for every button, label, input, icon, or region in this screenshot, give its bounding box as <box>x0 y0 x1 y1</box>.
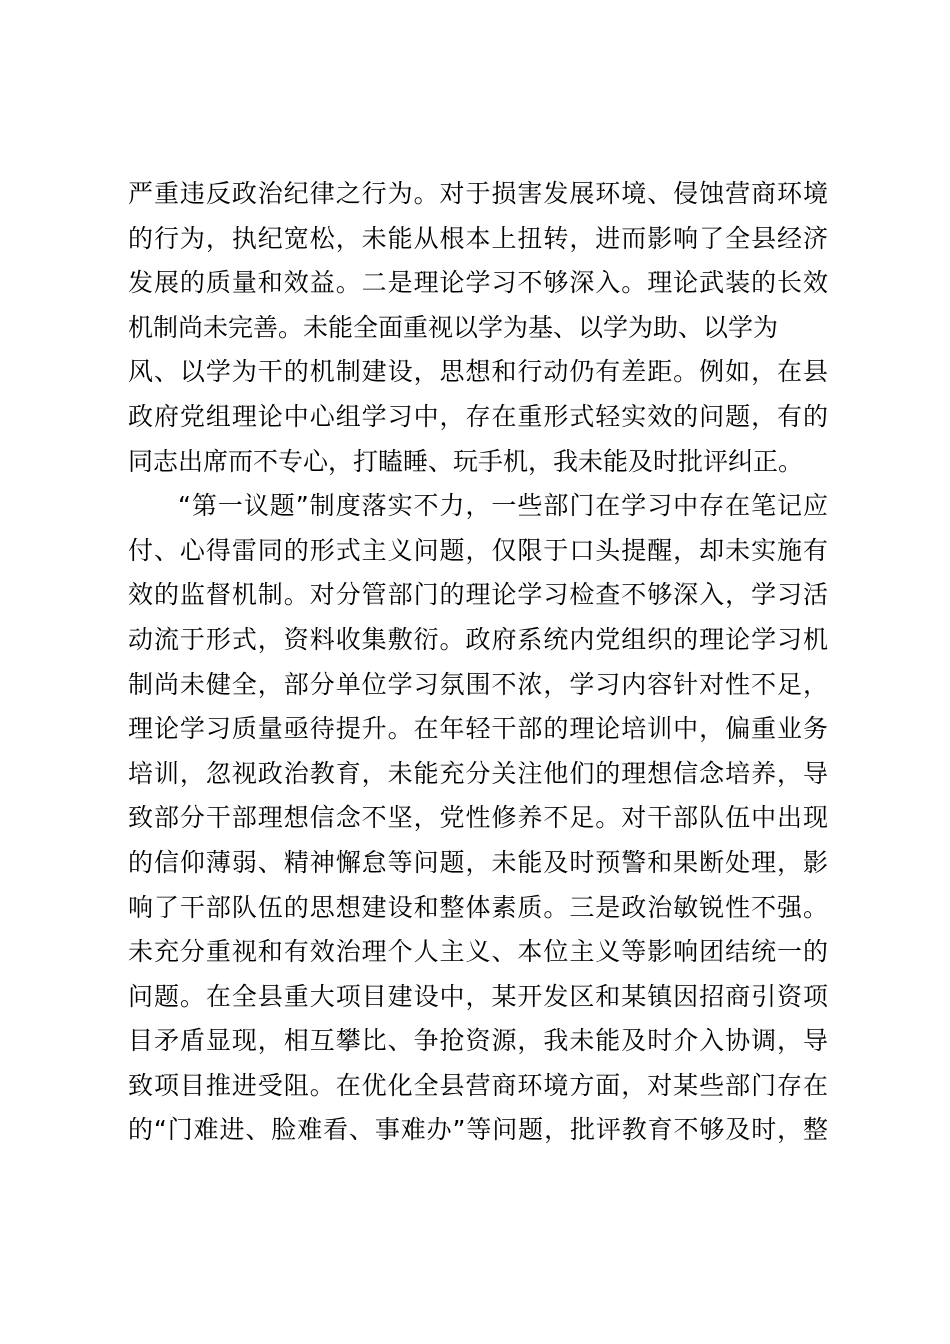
text-line: 的信仰薄弱、精神懈怠等问题，未能及时预警和果断处理，影 <box>128 847 828 877</box>
text-line: 理论学习质量亟待提升。在年轻干部的理论培训中，偏重业务 <box>128 714 828 744</box>
text-line: 机制尚未完善。未能全面重视以学为基、以学为助、以学为 <box>128 312 779 342</box>
text-line: 致项目推进受阻。在优化全县营商环境方面，对某些部门存在 <box>128 1070 828 1100</box>
text-line: 响了干部队伍的思想建设和整体素质。三是政治敏锐性不强。 <box>128 892 828 922</box>
text-line: 未充分重视和有效治理个人主义、本位主义等影响团结统一的 <box>128 937 828 967</box>
text-line: 培训，忽视政治教育，未能充分关注他们的理想信念培养，导 <box>128 758 828 788</box>
text-line: 制尚未健全，部分单位学习氛围不浓，学习内容针对性不足， <box>128 669 828 699</box>
text-line: 风、以学为干的机制建设，思想和行动仍有差距。例如，在县 <box>128 357 828 387</box>
text-line: 的行为，执纪宽松，未能从根本上扭转，进而影响了全县经济 <box>128 223 828 253</box>
text-line: 发展的质量和效益。二是理论学习不够深入。理论武装的长效 <box>128 268 828 298</box>
body-text <box>128 172 828 1153</box>
text-line: 同志出席而不专心，打瞌睡、玩手机，我未能及时批评纠正。 <box>128 446 804 476</box>
text-line: 动流于形式，资料收集敷衍。政府系统内党组织的理论学习机 <box>128 624 828 654</box>
paragraph-start-line: “第一议题”制度落实不力，一些部门在学习中存在笔记应 <box>178 491 828 521</box>
text-line: 问题。在全县重大项目建设中，某开发区和某镇因招商引资项 <box>128 981 828 1011</box>
text-line: 效的监督机制。对分管部门的理论学习检查不够深入，学习活 <box>128 580 828 610</box>
text-line: 目矛盾显现，相互攀比、争抢资源，我未能及时介入协调，导 <box>128 1026 828 1056</box>
text-line: 的“门难进、脸难看、事难办”等问题，批评教育不够及时，整 <box>128 1115 828 1145</box>
text-line: 致部分干部理想信念不坚，党性修养不足。对干部队伍中出现 <box>128 803 828 833</box>
text-line: 严重违反政治纪律之行为。对于损害发展环境、侵蚀营商环境 <box>128 179 828 208</box>
text-line: 付、心得雷同的形式主义问题，仅限于口头提醒，却未实施有 <box>128 535 828 565</box>
text-line: 政府党组理论中心组学习中，存在重形式轻实效的问题，有的 <box>128 401 828 431</box>
